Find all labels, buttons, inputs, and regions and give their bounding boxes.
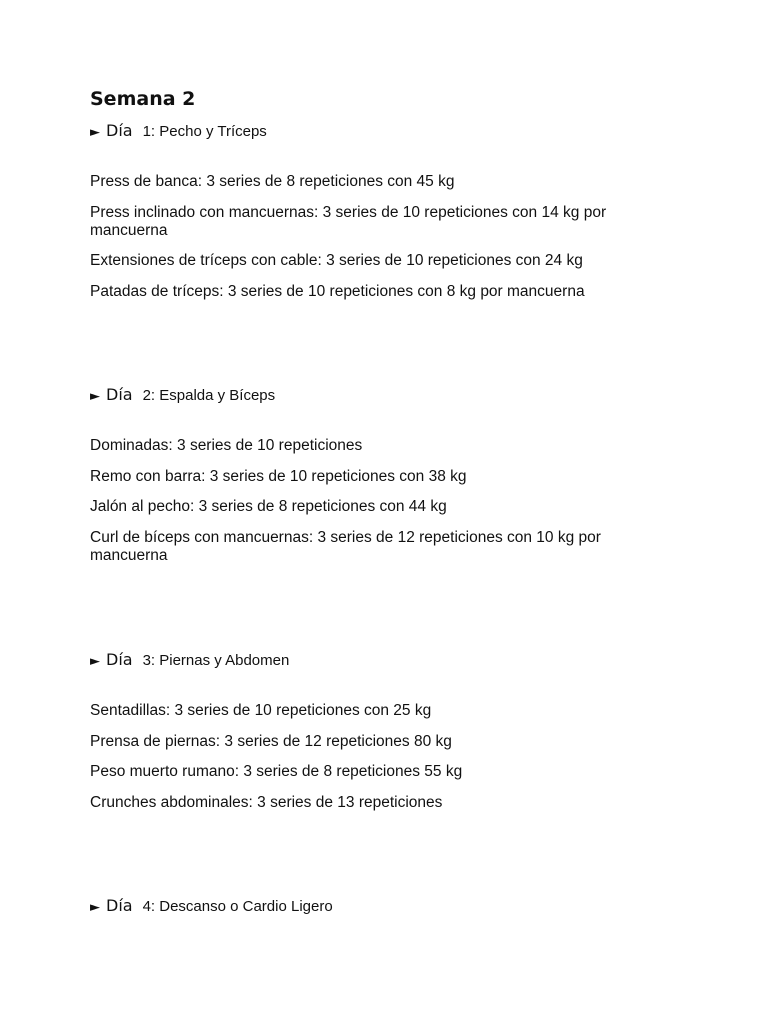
- exercise-item: Prensa de piernas: 3 series de 12 repeticiones 80 kg: [90, 732, 452, 750]
- arrow-right-icon: ►: [90, 654, 100, 669]
- exercise-list: [90, 437, 650, 577]
- exercise-item: Jalón al pecho: 3 series de 8 repeticiones con 44 kg: [90, 498, 447, 515]
- exercise-item: Remo con barra: 3 series de 10 repeticiones con 38 kg: [90, 467, 467, 485]
- exercise-item: Patadas de tríceps: 3 series de 10 repeticiones con 8 kg por mancuerna: [90, 282, 585, 300]
- exercise-item: Dominadas: 3 series de 10 repeticiones: [90, 437, 363, 454]
- day-heading-4: [90, 896, 690, 916]
- exercise-item: Curl de bíceps con mancuernas: 3 series de 12 repeticiones con 10 kg por mancuerna: [90, 528, 601, 564]
- exercise-item: Crunches abdominales: 3 series de 13 repeticiones: [90, 793, 443, 811]
- day-label: 4: Descanso o Cardio Ligero: [142, 898, 333, 915]
- day-heading-1: [90, 121, 690, 141]
- day-section-4: [90, 896, 690, 916]
- day-section-3: [90, 650, 690, 811]
- exercise-item: Peso muerto rumano: 3 series de 8 repeticiones 55 kg: [90, 763, 463, 780]
- exercise-list: [90, 702, 650, 824]
- exercise-item: Extensiones de tríceps con cable: 3 series de 10 repeticiones con 24 kg: [90, 252, 583, 269]
- day-prefix: Día: [106, 385, 133, 404]
- exercise-item: Press de banca: 3 series de 8 repeticiones con 45 kg: [90, 173, 455, 190]
- document-page: [90, 86, 690, 915]
- week-title: Semana 2: [90, 88, 196, 110]
- day-section-1: [90, 121, 690, 300]
- day-prefix: Día: [106, 650, 133, 669]
- day-heading-3: [90, 650, 690, 670]
- day-prefix: Día: [106, 896, 133, 915]
- exercise-item: Press inclinado con mancuernas: 3 series de 10 repeticiones con 14 kg por mancuerna: [90, 203, 607, 239]
- arrow-right-icon: ►: [90, 125, 100, 140]
- day-heading-2: [90, 385, 690, 405]
- exercise-item: Sentadillas: 3 series de 10 repeticiones con 25 kg: [90, 702, 432, 719]
- day-label: 3: Piernas y Abdomen: [142, 652, 290, 669]
- day-prefix: Día: [106, 121, 133, 140]
- day-section-2: [90, 385, 690, 564]
- day-label: 2: Espalda y Bíceps: [142, 387, 276, 404]
- arrow-right-icon: ►: [90, 900, 100, 915]
- exercise-list: [90, 173, 650, 313]
- day-label: 1: Pecho y Tríceps: [142, 123, 267, 140]
- arrow-right-icon: ►: [90, 389, 100, 404]
